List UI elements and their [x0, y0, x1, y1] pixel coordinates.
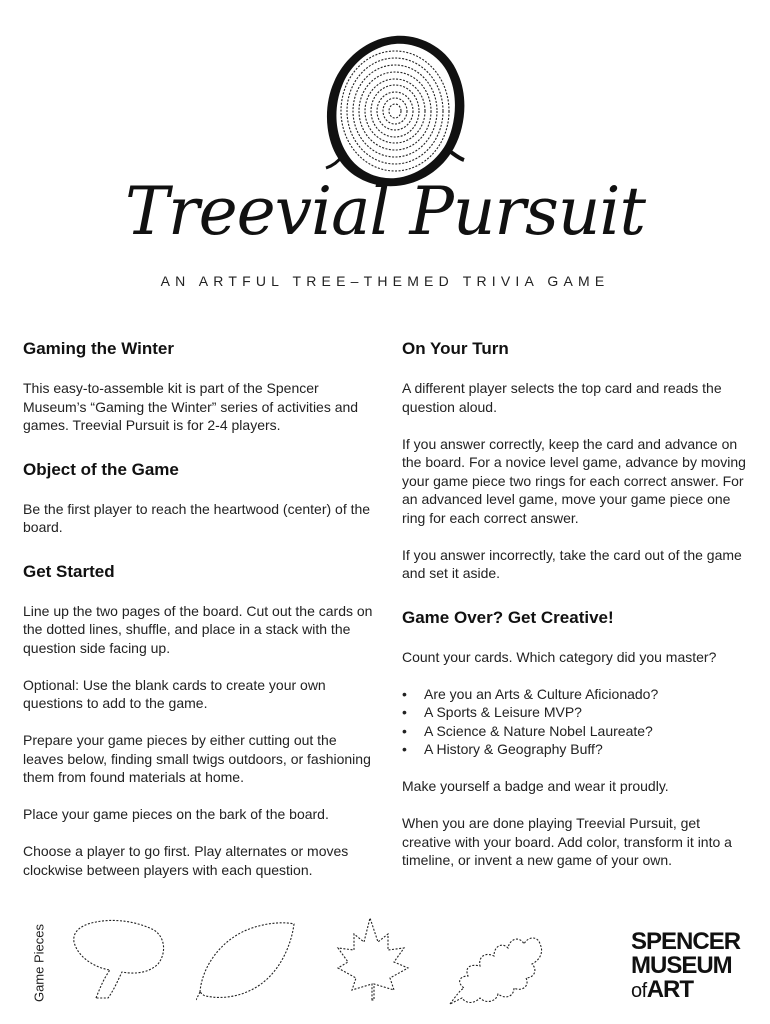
- list-item: • A Sports & Leisure MVP?: [402, 704, 582, 720]
- list-item: • A History & Geography Buff?: [402, 741, 603, 757]
- page-subtitle: AN ARTFUL TREE–THEMED TRIVIA GAME: [160, 273, 610, 289]
- category-list: [402, 685, 747, 759]
- list-item: • Are you an Arts & Culture Aficionado?: [402, 685, 659, 702]
- section-heading: Gaming the Winter: [23, 339, 174, 358]
- left-column: [23, 338, 373, 879]
- right-column: [402, 338, 747, 870]
- ginkgo-leaf-icon: [66, 912, 170, 1006]
- paragraph: If you answer correctly, keep the card and advance on the board. For a novice level game, advance by moving your game piece two rings for each correct answer. For an advanced level game, move your game piece one ring for each correct answer.: [402, 435, 746, 526]
- logo-line: ofART: [631, 976, 694, 1003]
- paragraph: Prepare your game pieces by either cutting out the leaves below, finding small twigs outdoors, or fashioning them from found materials at home.: [23, 732, 371, 785]
- section-heading: Get Started: [23, 561, 115, 581]
- page-title: Treevial Pursuit: [125, 173, 645, 250]
- paragraph: Place your game pieces on the bark of the board.: [23, 806, 329, 822]
- paragraph: Count your cards. Which category did you master?: [402, 648, 717, 665]
- oak-leaf-icon: [446, 922, 546, 1008]
- maple-leaf-icon: [332, 912, 416, 1004]
- paragraph: Be the first player to reach the heartwood (center) of the board.: [23, 500, 371, 535]
- paragraph: Optional: Use the blank cards to create your own questions to add to the game.: [23, 676, 326, 711]
- paragraph: A different player selects the top card and reads the question aloud.: [402, 380, 722, 415]
- game-pieces-label: Game Pieces: [31, 923, 47, 1003]
- list-item: • A Science & Nature Nobel Laureate?: [402, 722, 653, 739]
- paragraph: Make yourself a badge and wear it proudly.: [402, 778, 669, 794]
- logo-line: MUSEUM: [631, 952, 732, 979]
- section-heading: Object of the Game: [23, 459, 179, 479]
- elm-leaf-icon: [196, 918, 298, 1002]
- paragraph: Choose a player to go first. Play alternates or moves clockwise between players with each question.: [23, 843, 349, 878]
- museum-logo: [631, 930, 761, 1003]
- section-heading: On Your Turn: [402, 339, 509, 358]
- paragraph: When you are done playing Treevial Pursuit, get creative with your board. Add color, transform it into a timeline, or invent a new game of your own.: [402, 815, 732, 868]
- logo-line: SPENCER: [631, 928, 741, 955]
- paragraph: If you answer incorrectly, take the card out of the game and set it aside.: [402, 546, 742, 581]
- section-heading: Game Over? Get Creative!: [402, 607, 614, 627]
- tree-ring-icon: [320, 30, 470, 192]
- paragraph: Line up the two pages of the board. Cut out the cards on the dotted lines, shuffle, and place in a stack with the question side facing up.: [23, 602, 373, 656]
- paragraph: This easy-to-assemble kit is part of the Spencer Museum’s “Gaming the Winter” series of activities and games. Treevial Pursuit is for 2-4 players.: [23, 380, 359, 433]
